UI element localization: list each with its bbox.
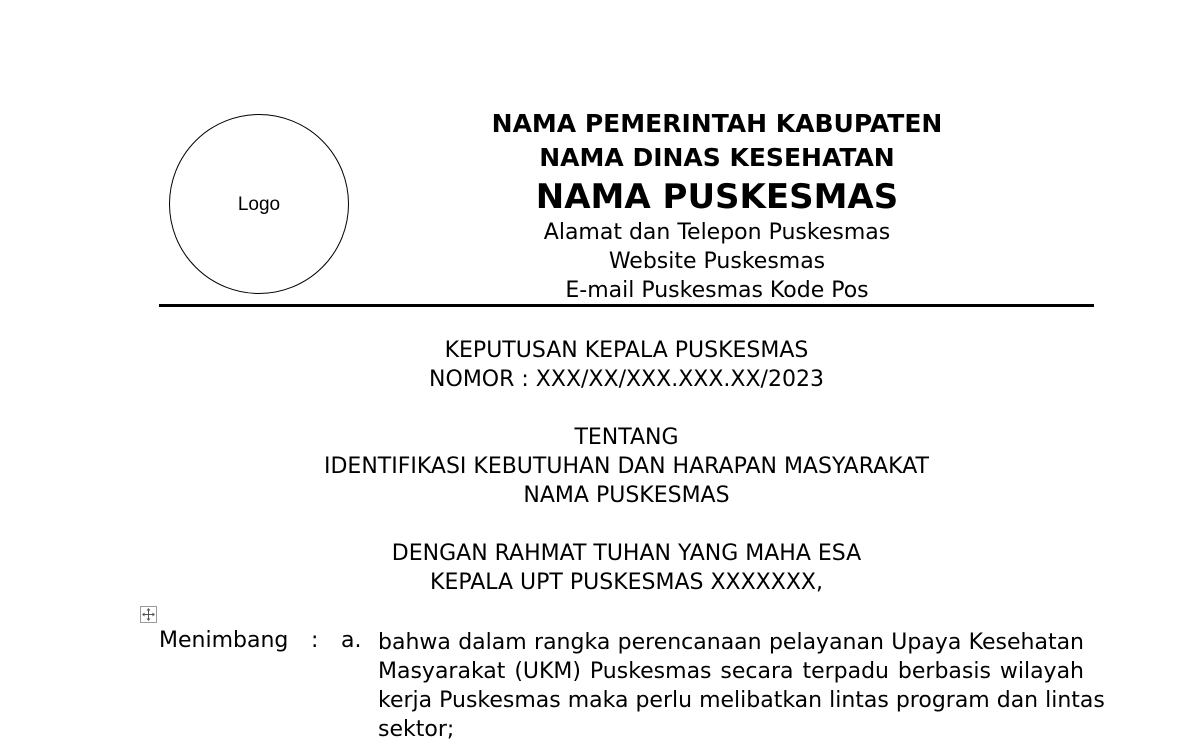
about-label: TENTANG xyxy=(574,425,679,450)
considering-item-line: bahwa dalam rangka perencanaan pelayanan Upaya Kesehatan xyxy=(378,630,1084,655)
considering-item-line: kerja Puskesmas maka perlu melibatkan lintas program dan lintas xyxy=(378,688,1105,713)
head-title-line: KEPALA UPT PUSKESMAS XXXXXXX, xyxy=(430,570,823,595)
address-phone: Alamat dan Telepon Puskesmas xyxy=(543,220,891,245)
letterhead-divider xyxy=(159,304,1094,307)
table-move-handle-icon[interactable] xyxy=(140,606,157,623)
considering-item-marker: a. xyxy=(341,628,362,653)
health-office-name: NAMA DINAS KESEHATAN xyxy=(539,143,895,172)
government-name: NAMA PEMERINTAH KABUPATEN xyxy=(491,109,943,138)
considering-item-line: sektor; xyxy=(378,717,455,742)
considering-label: Menimbang xyxy=(159,628,289,653)
considering-colon: : xyxy=(311,628,319,653)
website: Website Puskesmas xyxy=(608,249,826,274)
puskesmas-name: NAMA PUSKESMAS xyxy=(535,177,899,217)
about-subject-name: NAMA PUSKESMAS xyxy=(523,483,730,508)
considering-item-text xyxy=(378,628,1105,744)
logo-label: Logo xyxy=(237,194,281,215)
blessing-line: DENGAN RAHMAT TUHAN YANG MAHA ESA xyxy=(391,541,862,566)
email-postal: E-mail Puskesmas Kode Pos xyxy=(565,278,869,303)
logo-placeholder xyxy=(169,114,349,294)
decree-title: KEPUTUSAN KEPALA PUSKESMAS xyxy=(444,338,809,363)
about-subject: IDENTIFIKASI KEBUTUHAN DAN HARAPAN MASYARAKAT xyxy=(324,454,929,479)
decree-number: NOMOR : XXX/XX/XXX.XXX.XX/2023 xyxy=(429,367,824,392)
letterhead xyxy=(417,0,1017,310)
considering-item-line: Masyarakat (UKM) Puskesmas secara terpadu berbasis wilayah xyxy=(378,659,1084,684)
